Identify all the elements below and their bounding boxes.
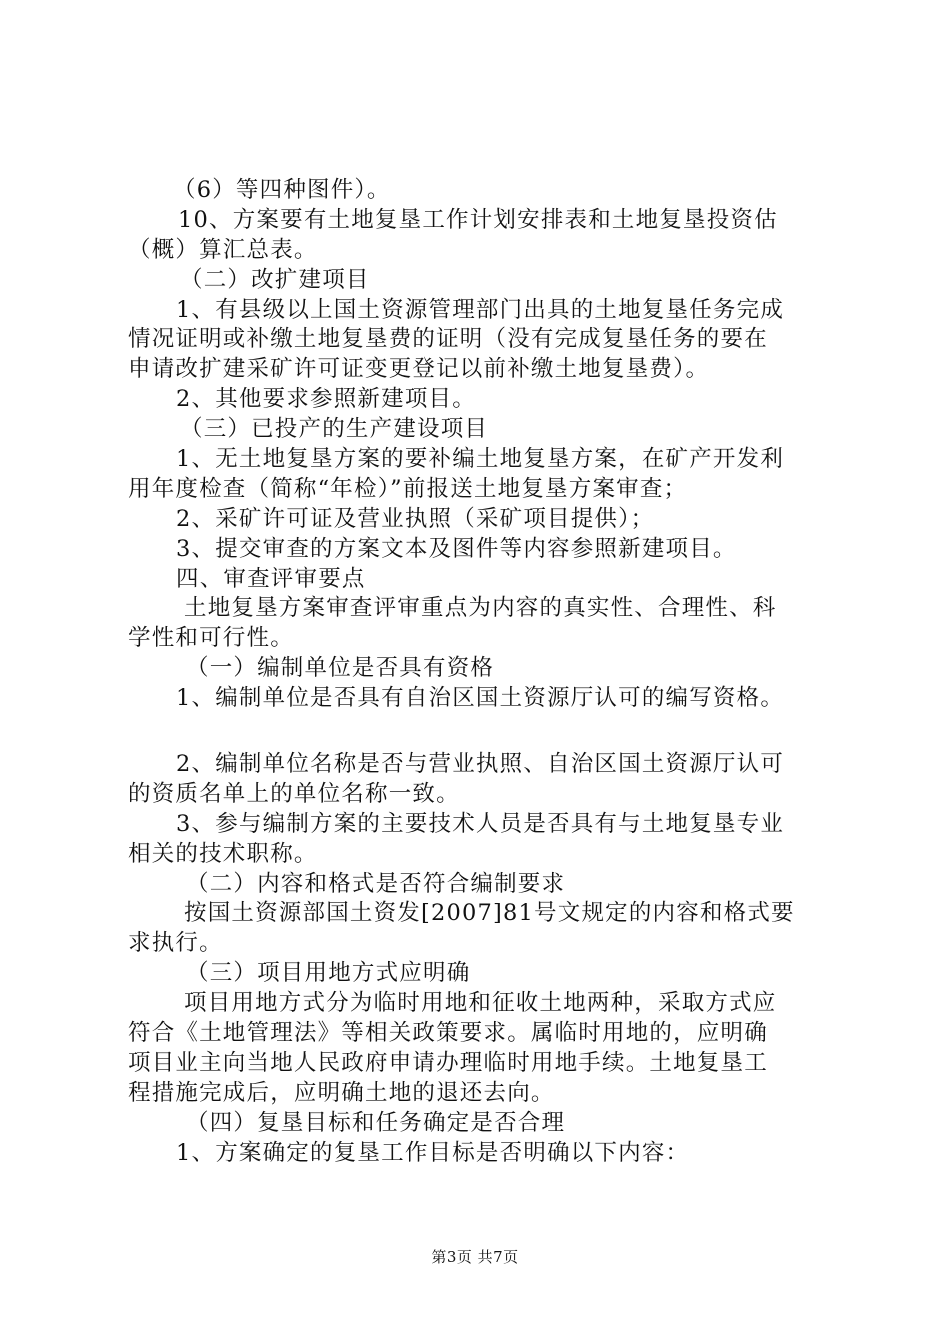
text-line: 用年度检查（简称“年检）”前报送土地复垦方案审查；	[128, 475, 688, 502]
text-line: 2、编制单位名称是否与营业执照、自治区国土资源厅认可	[176, 751, 785, 778]
section-heading: （一）编制单位是否具有资格	[186, 655, 495, 682]
text-line: 3、提交审查的方案文本及图件等内容参照新建项目。	[176, 535, 737, 562]
text-line: 1、编制单位是否具有自治区国土资源厅认可的编写资格。	[176, 685, 785, 712]
text-line: 情况证明或补缴土地复垦费的证明（没有完成复垦任务的要在	[128, 326, 768, 353]
text-line: （概）算汇总表。	[128, 236, 318, 263]
page-footer: 第3页 共7页	[431, 1248, 519, 1266]
text-line: 3、参与编制方案的主要技术人员是否具有与土地复垦专业	[176, 810, 785, 837]
text-line: 1、有县级以上国土资源管理部门出具的土地复垦任务完成	[176, 296, 785, 323]
text-line: （6）等四种图件）。	[173, 177, 391, 203]
paragraph-gap	[128, 714, 836, 750]
text-line: 土地复垦方案审查评审重点为内容的真实性、合理性、科	[184, 595, 777, 622]
section-heading: （二）内容和格式是否符合编制要求	[186, 870, 566, 897]
text-line: 1、方案确定的复垦工作目标是否明确以下内容：	[176, 1139, 690, 1166]
section-heading: （二）改扩建项目	[180, 266, 370, 293]
text-line: 2、其他要求参照新建项目。	[176, 386, 476, 413]
text-line: 10、方案要有土地复垦工作计划安排表和土地复垦投资估	[178, 206, 778, 233]
text-line: 符合《土地管理法》等相关政策要求。属临时用地的，应明确	[128, 1020, 768, 1047]
section-heading: 四、审查评审要点	[176, 565, 366, 592]
text-line: 学性和可行性。	[128, 625, 294, 652]
text-line: 求执行。	[128, 930, 223, 957]
section-heading: （四）复垦目标和任务确定是否合理	[186, 1109, 566, 1136]
text-line: 相关的技术职称。	[128, 840, 318, 867]
text-line: 的资质名单上的单位名称一致。	[128, 780, 460, 807]
document-body	[128, 176, 836, 1169]
section-heading: （三）项目用地方式应明确	[186, 960, 471, 987]
section-heading: （三）已投产的生产建设项目	[180, 416, 489, 443]
text-line: 申请改扩建采矿许可证变更登记以前补缴土地复垦费）。	[128, 356, 710, 383]
text-line: 程措施完成后，应明确土地的退还去向。	[128, 1079, 555, 1106]
text-line: 项目用地方式分为临时用地和征收土地两种，采取方式应	[184, 990, 777, 1017]
text-line: 1、无土地复垦方案的要补编土地复垦方案，在矿产开发利	[176, 446, 785, 473]
text-line: 项目业主向当地人民政府申请办理临时用地手续。土地复垦工	[128, 1049, 768, 1076]
text-line: 2、采矿许可证及营业执照（采矿项目提供）；	[176, 505, 655, 532]
text-line: 按国土资源部国土资发[2007]81号文规定的内容和格式要	[184, 900, 795, 927]
